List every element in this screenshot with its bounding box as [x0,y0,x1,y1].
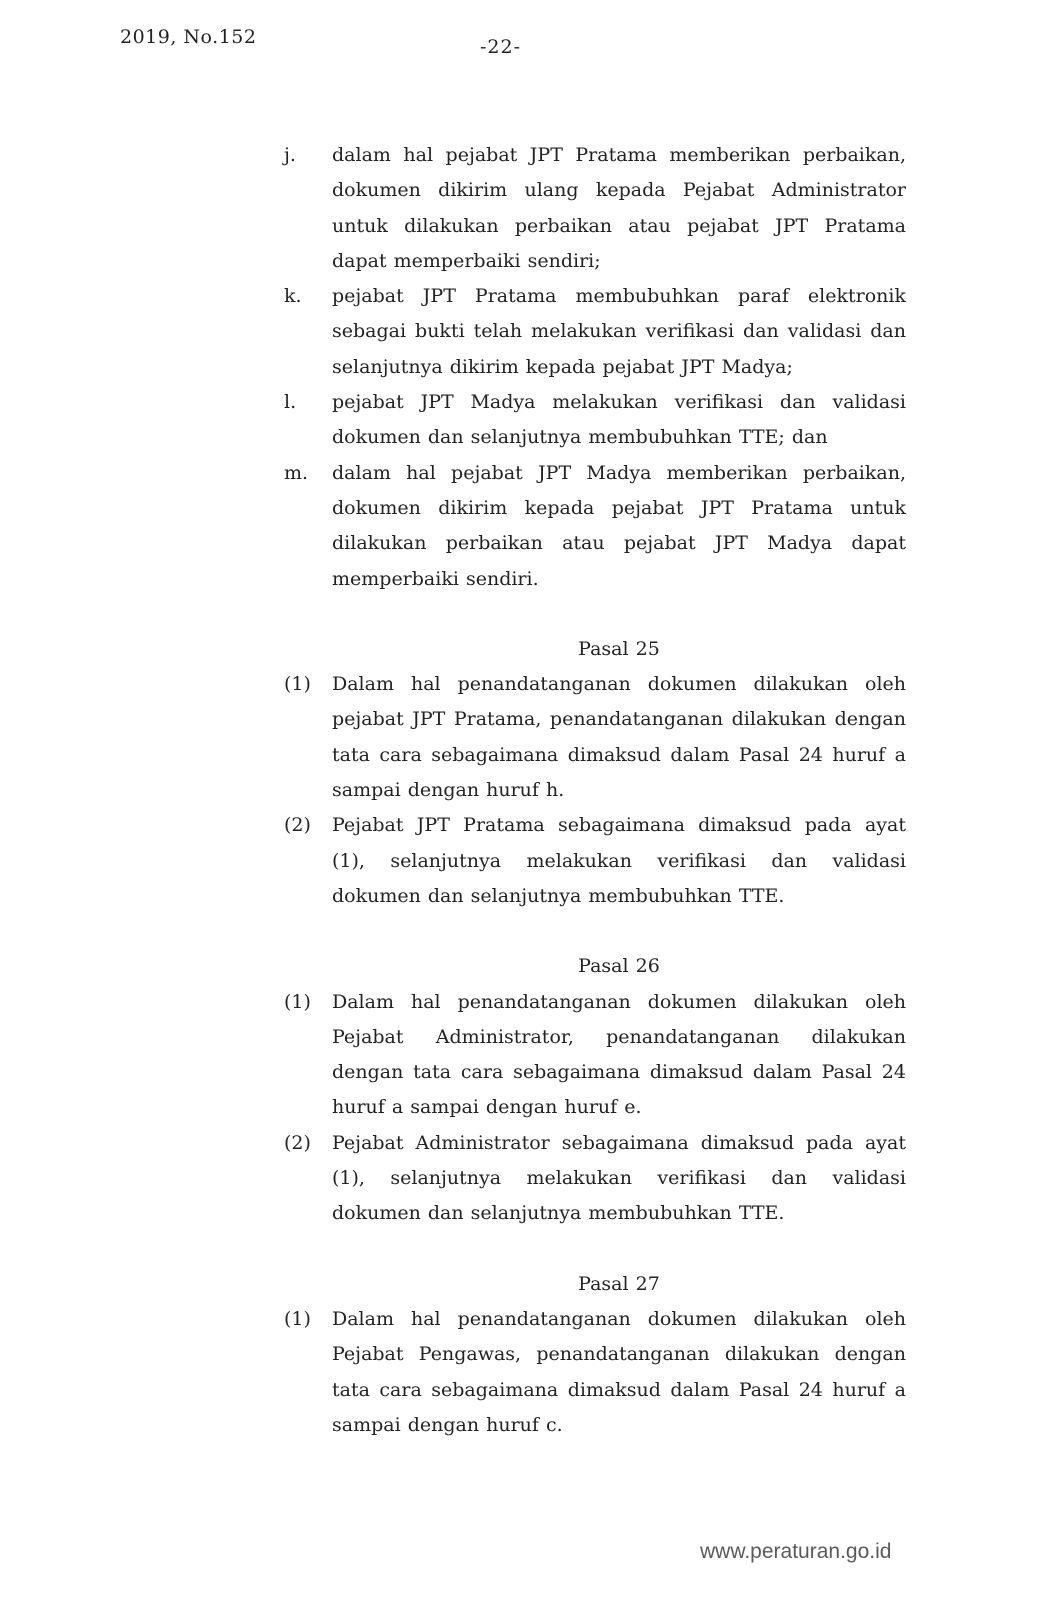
list-marker: m. [284,461,309,484]
paragraph-marker: (1) [284,673,311,696]
paragraph-text: Dalam hal penandatanganan dokumen dilakukan oleh Pejabat Pengawas, penandatanganan dilakukan dengan tata cara sebagaimana dimaksud dalam Pasal 24 huruf a sampai dengan huruf c. [332,1307,906,1436]
list-item-text: pejabat JPT Madya melakukan verifikasi dan validasi dokumen dan selanjutnya membubuhkan TTE; dan [332,391,906,449]
paragraph-text: Dalam hal penandatanganan dokumen dilakukan oleh pejabat JPT Pratama, penandatanganan dilakukan dengan tata cara sebagaimana dimaksud dalam Pasal 24 huruf a sampai dengan huruf h. [332,673,906,802]
list-item-j [284,138,906,279]
pasal-25-section [284,632,906,914]
paragraph-text: Pejabat Administrator sebagaimana dimaksud pada ayat (1), selanjutnya melakukan verifikasi dan validasi dokumen dan selanjutnya membubuhkan TTE. [332,1131,906,1225]
pasal-27-section [284,1267,906,1443]
document-reference: 2019, No.152 [120,26,257,48]
paragraph [284,667,906,808]
pasal-title: Pasal 26 [578,955,660,978]
paragraph-marker: (2) [284,1131,311,1154]
paragraph [284,1302,906,1443]
page-number: -22- [480,36,522,58]
list-item-m [284,456,906,597]
pasal-title: Pasal 27 [578,1272,660,1295]
list-item-k [284,279,906,385]
list-item-l [284,385,906,456]
website-footer: www.peraturan.go.id [700,1540,892,1563]
lettered-list [284,138,906,597]
list-item-text: pejabat JPT Pratama membubuhkan paraf elektronik sebagai bukti telah melakukan verifikasi dan validasi dan selanjutnya dikirim kepada pejabat JPT Madya; [332,285,906,378]
paragraph-marker: (2) [284,814,311,837]
paragraph [284,1126,906,1232]
pasal-26-section [284,949,906,1231]
paragraph-text: Dalam hal penandatanganan dokumen dilakukan oleh Pejabat Administrator, penandatanganan dilakukan dengan tata cara sebagaimana dimaksud dalam Pasal 24 huruf a sampai dengan huruf e. [332,990,906,1119]
paragraph [284,808,906,914]
paragraph-marker: (1) [284,1307,311,1330]
document-body [284,138,906,1443]
list-item-text: dalam hal pejabat JPT Madya memberikan perbaikan, dokumen dikirim kepada pejabat JPT Pratama untuk dilakukan perbaikan atau pejabat JPT Madya dapat memperbaiki sendiri. [332,461,906,590]
paragraph-marker: (1) [284,990,311,1013]
list-marker: j. [284,144,296,166]
paragraph [284,985,906,1126]
paragraph-text: Pejabat JPT Pratama sebagaimana dimaksud pada ayat (1), selanjutnya melakukan verifikasi dan validasi dokumen dan selanjutnya membubuhkan TTE. [332,814,906,907]
list-marker: l. [284,391,297,414]
list-marker: k. [284,285,302,308]
pasal-title: Pasal 25 [578,637,660,660]
list-item-text: dalam hal pejabat JPT Pratama memberikan perbaikan, dokumen dikirim ulang kepada Pejabat Administrator untuk dilakukan perbaikan atau pejabat JPT Pratama dapat memperbaiki sendiri; [332,144,906,272]
